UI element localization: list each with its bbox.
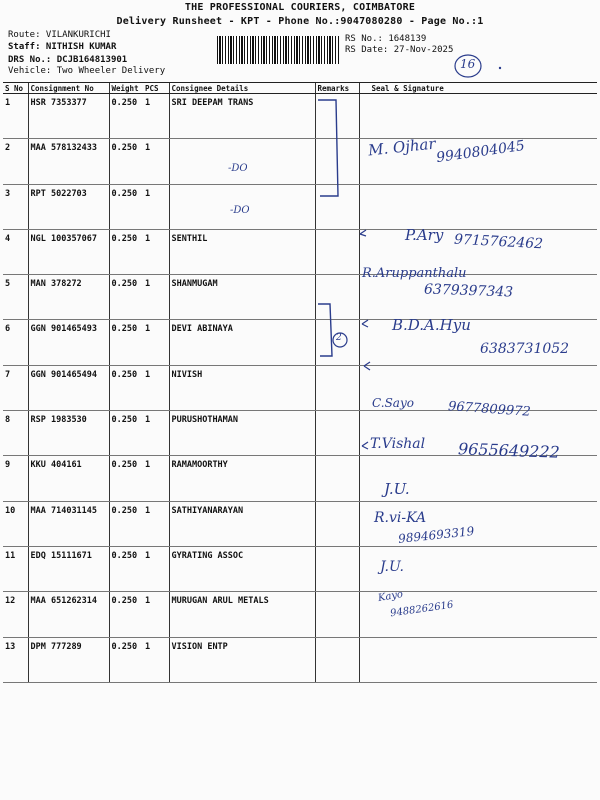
- table-row: [3, 184, 597, 229]
- col-consignee: Consignee Details: [169, 83, 315, 94]
- row-consignment: RSP 1983530: [28, 411, 109, 456]
- table-row: [3, 637, 597, 682]
- col-weight: Weight: [109, 83, 143, 94]
- row-consignment: EDQ 15111671: [28, 546, 109, 591]
- row-consignee: SHANMUGAM: [169, 275, 315, 320]
- row-sno: 1: [3, 94, 28, 139]
- row-consignee: SATHIYANARAYAN: [169, 501, 315, 546]
- tick-mark: [362, 358, 378, 374]
- row-sno: 13: [3, 637, 28, 682]
- row-consignment: NGL 100357067: [28, 229, 109, 274]
- row-remarks: [315, 637, 359, 682]
- row-sno: 12: [3, 592, 28, 637]
- row-consignment: RPT 5022703: [28, 184, 109, 229]
- row-remarks: [315, 546, 359, 591]
- drs-label: DRS No.: DCJB164813901: [8, 55, 128, 65]
- table-row: [3, 501, 597, 546]
- circled-number-text: 16: [460, 57, 476, 71]
- row-consignment: MAA 651262314: [28, 592, 109, 637]
- table-row: [3, 546, 597, 591]
- col-remarks: Remarks: [315, 83, 359, 94]
- route-label: Route: VILANKURICHI: [8, 30, 111, 40]
- table-row: [3, 592, 597, 637]
- row-sno: 9: [3, 456, 28, 501]
- row-pcs: 1: [143, 637, 169, 682]
- row-consignee: [169, 139, 315, 184]
- bracket-mark-rows-6-7: [314, 296, 354, 366]
- ditto-mark: -DO: [230, 205, 250, 216]
- row-consignee: RAMAMOORTHY: [169, 456, 315, 501]
- row-weight: 0.250: [109, 139, 143, 184]
- company-title: THE PROFESSIONAL COURIERS, COIMBATORE: [184, 2, 416, 13]
- runsheet-subtitle: Delivery Runsheet - KPT - Phone No.:9047080280 - Page No.:1: [116, 16, 484, 27]
- row-consignment: MAA 714031145: [28, 501, 109, 546]
- row-weight: 0.250: [109, 275, 143, 320]
- row-pcs: 1: [143, 94, 169, 139]
- tick-mark: [358, 226, 374, 242]
- phone-number: 9940804045: [435, 137, 526, 167]
- row-consignee: DEVI ABINAYA: [169, 320, 315, 365]
- row-consignment: GGN 901465493: [28, 320, 109, 365]
- row-consignment: MAA 578132433: [28, 139, 109, 184]
- row-pcs: 1: [143, 546, 169, 591]
- phone-number: 9677809972: [447, 399, 532, 420]
- table-row: [3, 94, 597, 139]
- signature: R.vi-KA: [374, 510, 427, 526]
- row-sno: 2: [3, 139, 28, 184]
- table-row: [3, 456, 597, 501]
- phone-number: 6379397343: [423, 281, 514, 301]
- row-consignment: HSR 7353377: [28, 94, 109, 139]
- row-signature: [359, 637, 597, 682]
- row-pcs: 1: [143, 320, 169, 365]
- col-sno: S No: [3, 83, 28, 94]
- table-header-row: [3, 83, 597, 94]
- col-pcs: PCS: [143, 83, 169, 94]
- rs-number: RS No.: 1648139: [345, 34, 427, 44]
- row-sno: 11: [3, 546, 28, 591]
- row-weight: 0.250: [109, 637, 143, 682]
- signature: J.U.: [384, 480, 410, 498]
- row-consignee: SRI DEEPAM TRANS: [169, 94, 315, 139]
- row-consignment: MAN 378272: [28, 275, 109, 320]
- vehicle-label: Vehicle: Two Wheeler Delivery: [8, 66, 166, 76]
- row-signature: [359, 184, 597, 229]
- row-pcs: 1: [143, 456, 169, 501]
- phone-number: 9894693319: [397, 524, 475, 546]
- row-weight: 0.250: [109, 184, 143, 229]
- row-weight: 0.250: [109, 501, 143, 546]
- row-remarks: [315, 365, 359, 410]
- barcode: [217, 36, 339, 64]
- signature: R.Aruppanthalu: [362, 266, 467, 281]
- signature: P.Ary: [405, 226, 444, 244]
- row-weight: 0.250: [109, 546, 143, 591]
- phone-number: 9655649222: [457, 439, 561, 462]
- signature: C.Sayo: [372, 396, 414, 410]
- row-remarks: [315, 501, 359, 546]
- signature: J.U.: [380, 559, 404, 575]
- row-sno: 6: [3, 320, 28, 365]
- signature: Kayo: [377, 588, 404, 605]
- row-pcs: 1: [143, 229, 169, 274]
- circled-number-mark: [448, 52, 508, 82]
- row-consignee: SENTHIL: [169, 229, 315, 274]
- row-pcs: 1: [143, 501, 169, 546]
- row-weight: 0.250: [109, 456, 143, 501]
- row-consignment: GGN 901465494: [28, 365, 109, 410]
- row-consignment: DPM 777289: [28, 637, 109, 682]
- row-consignee: VISION ENTP: [169, 637, 315, 682]
- row-remarks: [315, 411, 359, 456]
- row-weight: 0.250: [109, 411, 143, 456]
- rs-date: RS Date: 27-Nov-2025: [345, 45, 454, 55]
- row-consignment: KKU 404161: [28, 456, 109, 501]
- row-remarks: [315, 229, 359, 274]
- row-sno: 8: [3, 411, 28, 456]
- row-sno: 4: [3, 229, 28, 274]
- runsheet-table: [3, 82, 597, 683]
- tick-mark: [360, 438, 376, 454]
- row-sno: 7: [3, 365, 28, 410]
- row-pcs: 1: [143, 592, 169, 637]
- bracket-count: 2: [336, 333, 342, 343]
- signature: M. Ojhar: [367, 134, 437, 160]
- row-weight: 0.250: [109, 94, 143, 139]
- row-consignee: NIVISH: [169, 365, 315, 410]
- row-weight: 0.250: [109, 592, 143, 637]
- row-consignee: PURUSHOTHAMAN: [169, 411, 315, 456]
- bracket-mark-rows-1-3: [312, 96, 352, 206]
- signature: B.D.A.Hyu: [392, 316, 471, 334]
- phone-number: 6383731052: [480, 341, 570, 357]
- ditto-mark: -DO: [228, 163, 248, 174]
- row-consignee: MURUGAN ARUL METALS: [169, 592, 315, 637]
- row-sno: 10: [3, 501, 28, 546]
- row-weight: 0.250: [109, 229, 143, 274]
- row-pcs: 1: [143, 411, 169, 456]
- row-signature: [359, 94, 597, 139]
- row-pcs: 1: [143, 139, 169, 184]
- row-sno: 5: [3, 275, 28, 320]
- col-consignment: Consignment No: [28, 83, 109, 94]
- tick-mark: [360, 316, 376, 332]
- row-remarks: [315, 456, 359, 501]
- phone-number: 9715762462: [453, 231, 544, 253]
- row-pcs: 1: [143, 275, 169, 320]
- row-weight: 0.250: [109, 320, 143, 365]
- row-remarks: [315, 592, 359, 637]
- row-weight: 0.250: [109, 365, 143, 410]
- row-pcs: 1: [143, 184, 169, 229]
- row-consignee: GYRATING ASSOC: [169, 546, 315, 591]
- signature: T.Vishal: [370, 436, 426, 452]
- row-sno: 3: [3, 184, 28, 229]
- row-pcs: 1: [143, 365, 169, 410]
- col-signature: Seal & Signature: [359, 83, 597, 94]
- staff-label: Staff: NITHISH KUMAR: [8, 42, 117, 52]
- phone-number: 9488262616: [389, 599, 455, 620]
